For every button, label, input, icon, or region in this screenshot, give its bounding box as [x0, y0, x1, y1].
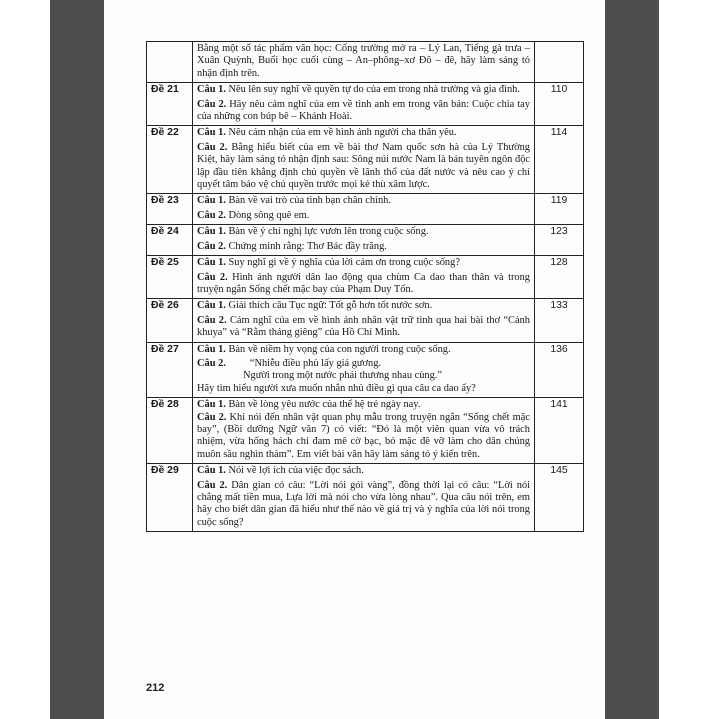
- poem-line: “Nhiễu điều phủ lấy giá gương.: [249, 357, 382, 369]
- question-label: Câu 2.: [197, 411, 227, 423]
- scan-border-right: [605, 0, 659, 719]
- exam-label: Đề 23: [147, 194, 193, 225]
- question-text: Bàn về vai trò của tình bạn chân chính.: [228, 195, 391, 207]
- toc-row-de26: [147, 299, 584, 342]
- question-text: Nêu cảm nhận của em về hình ảnh người cha thân yêu.: [228, 127, 457, 139]
- question-text: Giải thích câu Tục ngữ: Tốt gỗ hơn tốt nước sơn.: [228, 300, 433, 312]
- exam-label: Đề 22: [147, 126, 193, 194]
- question-label: Câu 1.: [197, 195, 226, 207]
- page-ref: 133: [535, 299, 584, 342]
- page-ref: 141: [535, 398, 584, 464]
- topic-cell: [193, 464, 535, 532]
- question-label: Câu 2.: [197, 479, 228, 491]
- question-text: Hãy nêu cảm nghĩ của em về tình anh em trong văn bản: Cuộc chia tay của những con búp bê – Khánh Hoài.: [197, 98, 530, 123]
- page-ref: 136: [535, 342, 584, 398]
- book-page: [104, 0, 605, 719]
- exam-label: Đề 24: [147, 225, 193, 256]
- topic-cell: [193, 398, 535, 464]
- topic-cell: [193, 342, 535, 398]
- page-ref: 110: [535, 83, 584, 126]
- question-text: Bàn về lòng yêu nước của thế hệ trẻ ngày nay.: [228, 399, 421, 411]
- topic-cell: [193, 194, 535, 225]
- page-ref: 123: [535, 225, 584, 256]
- exam-label: Đề 27: [147, 342, 193, 398]
- question-label: Câu 1.: [197, 257, 226, 269]
- question-text: Suy nghĩ gì về ý nghĩa của lời cảm ơn trong cuộc sống?: [228, 257, 460, 269]
- question-label: Câu 2.: [197, 98, 227, 110]
- topic-cell: [193, 126, 535, 194]
- page-ref: 119: [535, 194, 584, 225]
- question-text: Hãy tìm hiểu người xưa muốn nhắn nhủ điều gì qua câu ca dao ấy?: [197, 382, 476, 394]
- page-number: 212: [146, 682, 165, 694]
- question-label: Câu 1.: [197, 300, 226, 312]
- exam-label: Đề 21: [147, 83, 193, 126]
- question-label: Câu 1.: [197, 465, 226, 477]
- topic-cell: [193, 42, 535, 83]
- exam-label: Đề 29: [147, 464, 193, 532]
- question-text: Bằng hiểu biết của em về bài thơ Nam quốc sơn hà của Lý Thường Kiệt, hãy làm sáng tỏ nhận định sau: Sông núi nước Nam là bản tuyên ngôn độc lập đầu tiên khẳng định chủ quyền về lãnh thổ của đất nước và nêu cao ý chí quyết tâm bảo vệ chủ quyền trước mọi kẻ thù xâm lược.: [197, 141, 530, 191]
- question-label: Câu 2.: [197, 209, 226, 221]
- question-text: Bàn về niềm hy vọng của con người trong cuộc sống.: [228, 343, 451, 355]
- topic-cell: [193, 256, 535, 299]
- question-label: Câu 2.: [197, 271, 228, 283]
- toc-row-de22: [147, 126, 584, 194]
- question-label: Câu 2.: [197, 141, 228, 153]
- exam-label: Đề 28: [147, 398, 193, 464]
- question-label: Câu 2.: [197, 314, 227, 326]
- page-ref: 114: [535, 126, 584, 194]
- question-text: Cảm nghĩ của em về hình ảnh nhân vật trữ tình qua hai bài thơ “Cảnh khuya” và “Rằm tháng giêng” của Hồ Chí Minh.: [197, 314, 530, 339]
- page-ref: [535, 42, 584, 83]
- question-label: Câu 2.: [197, 357, 226, 369]
- toc-table: [146, 41, 584, 532]
- poem-line: Người trong một nước phải thương nhau cùng.”: [243, 370, 443, 382]
- toc-row-continuation: [147, 42, 584, 83]
- exam-label: [147, 42, 193, 83]
- toc-row-de25: [147, 256, 584, 299]
- toc-row-de24: [147, 225, 584, 256]
- question-text: Nói về lợi ích của việc đọc sách.: [228, 465, 364, 477]
- scan-border-left: [50, 0, 104, 719]
- question-text: Dòng sông quê em.: [228, 209, 310, 221]
- toc-row-de29: [147, 464, 584, 532]
- topic-cell: [193, 83, 535, 126]
- question-text: Bàn về ý chí nghị lực vươn lên trong cuộc sống.: [228, 226, 429, 238]
- topic-text: Bằng một số tác phẩm văn học: Cổng trường mở ra – Lý Lan, Tiếng gà trưa – Xuân Quỳnh, Buổi học cuối cùng – An–phông–xơ Đô – đê, hãy làm sáng tỏ nhận định trên.: [197, 43, 530, 79]
- exam-label: Đề 25: [147, 256, 193, 299]
- question-label: Câu 1.: [197, 84, 226, 96]
- toc-row-de28: [147, 398, 584, 464]
- toc-row-de23: [147, 194, 584, 225]
- page-ref: 145: [535, 464, 584, 532]
- toc-row-de27: [147, 342, 584, 398]
- question-label: Câu 1.: [197, 127, 226, 139]
- question-label: Câu 1.: [197, 226, 226, 238]
- exam-label: Đề 26: [147, 299, 193, 342]
- question-text: Dân gian có câu: “Lời nói gói vàng”, đồng thời lại có câu: “Lời nói chẳng mất tiền mua, Lựa lời mà nói cho vừa lòng nhau”. Qua câu nói trên, em hãy cho biết dân gian đã hiểu như thế nào về giá trị và ý nghĩa của lời nói trong cuộc sống?: [197, 479, 530, 528]
- topic-cell: [193, 299, 535, 342]
- page-ref: 128: [535, 256, 584, 299]
- question-text: Nêu lên suy nghĩ về quyền tự do của em trong nhà trường và gia đình.: [228, 84, 520, 96]
- topic-cell: [193, 225, 535, 256]
- question-text: Hình ảnh người dân lao động qua chùm Ca dao than thân và trong truyện ngắn Sống chết mặc bay của Phạm Duy Tốn.: [197, 271, 530, 295]
- question-text: Khi nói đến nhân vật quan phụ mẫu trong truyện ngắn “Sống chết mặc bay”, (Bồi dưỡng Ngữ văn 7) có viết: “Đó là một viên quan vừa vô trách nhiệm, vừa hống hách chỉ đam mê cờ bạc, bỏ mặc đê vỡ làm cho dân chúng muôn sầu nghìn thảm”. Em viết bài văn hãy làm sáng tỏ ý kiến trên.: [197, 411, 530, 460]
- question-label: Câu 2.: [197, 240, 226, 252]
- question-label: Câu 1.: [197, 399, 226, 411]
- question-text: Chứng minh rằng: Thơ Bác đầy trăng.: [228, 240, 387, 252]
- toc-row-de21: [147, 83, 584, 126]
- question-label: Câu 1.: [197, 343, 226, 355]
